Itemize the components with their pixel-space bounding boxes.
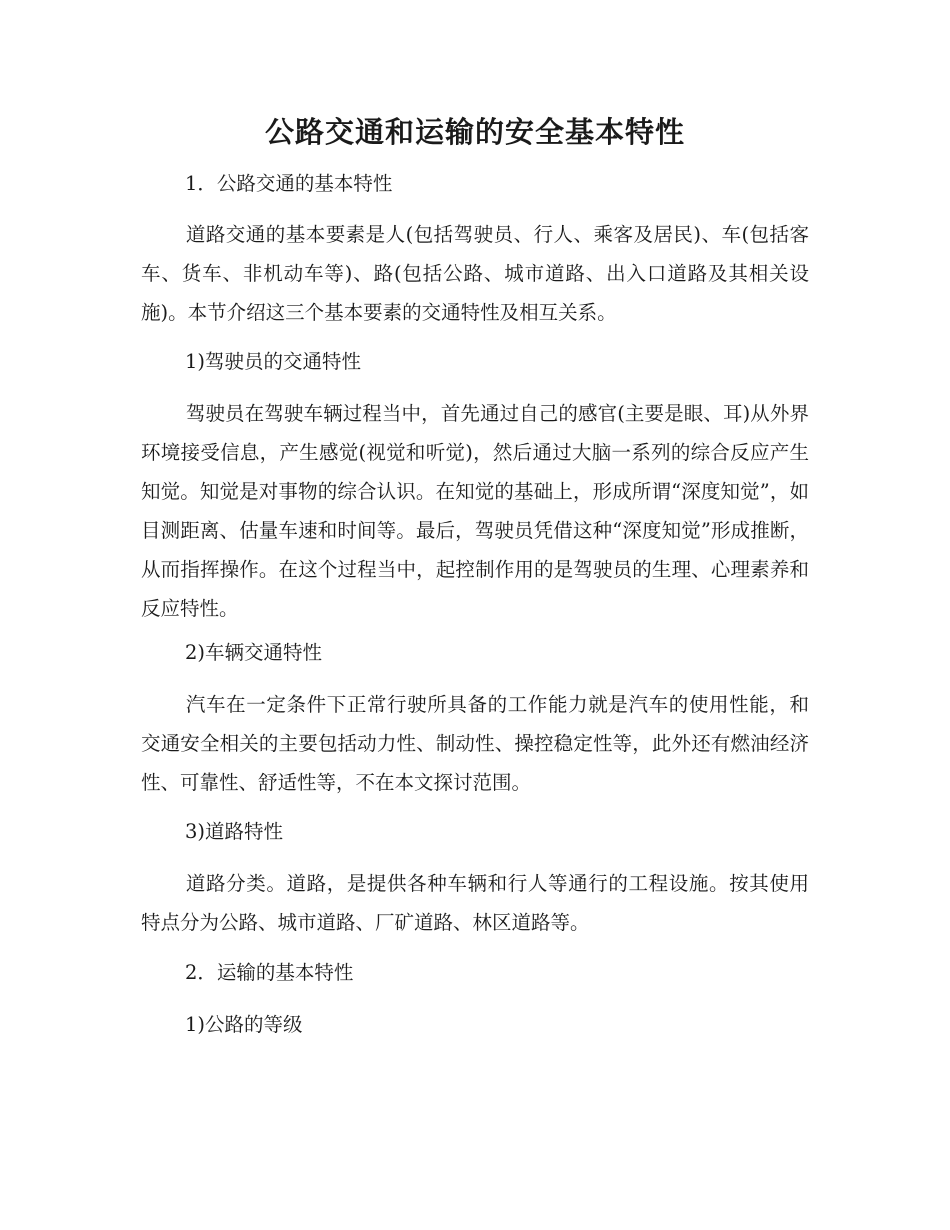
- paragraph: 汽车在一定条件下正常行驶所具备的工作能力就是汽车的使用性能，和交通安全相关的主要包括动力性、制动性、操控稳定性等，此外还有燃油经济性、可靠性、舒适性等，不在本文探讨范围。: [141, 693, 809, 794]
- document-title: 公路交通和运输的安全基本特性: [264, 115, 685, 149]
- paragraph: 驾驶员在驾驶车辆过程当中，首先通过自己的感官(主要是眼、耳)从外界环境接受信息，产生感觉(视觉和听觉)，然后通过大脑一系列的综合反应产生知觉。知觉是对事物的综合认识。在知觉的基础上，形成所谓“深度知觉”，如目测距离、估量车速和时间等。最后，驾驶员凭借这种“深度知觉”形成推断，从而指挥操作。在这个过程当中，起控制作用的是驾驶员的生理、心理素养和反应特性。: [141, 402, 809, 620]
- subsection-heading: 1)驾驶员的交通特性: [185, 350, 362, 373]
- section-heading: 2．运输的基本特性: [185, 961, 354, 984]
- subsection-heading: 2)车辆交通特性: [185, 641, 323, 664]
- subsection-heading: 3)道路特性: [185, 820, 284, 843]
- subsection-heading: 1)公路的等级: [185, 1013, 303, 1036]
- section-heading: 1．公路交通的基本特性: [185, 172, 393, 195]
- paragraph: 道路交通的基本要素是人(包括驾驶员、行人、乘客及居民)、车(包括客车、货车、非机动车等)、路(包括公路、城市道路、出入口道路及其相关设施)。本节介绍这三个基本要素的交通特性及相互关系。: [141, 223, 809, 324]
- paragraph: 道路分类。道路，是提供各种车辆和行人等通行的工程设施。按其使用特点分为公路、城市道路、厂矿道路、林区道路等。: [141, 872, 809, 934]
